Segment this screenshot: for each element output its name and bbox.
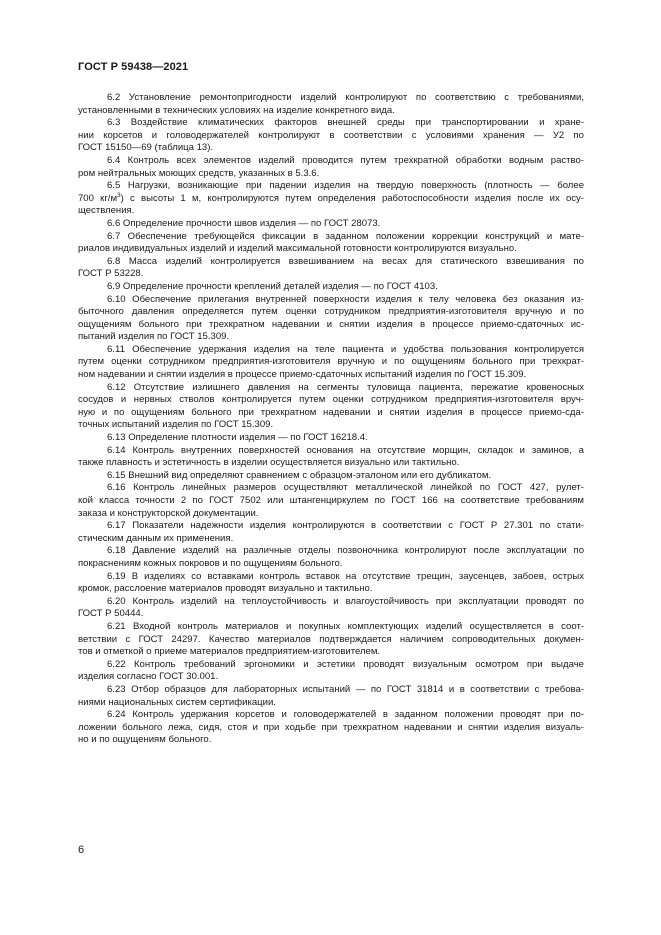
clause-line: ложении больного лежа, сидя, стоя и при ходьбе при трехкратном надевании и снятии изделия визуаль-	[78, 721, 584, 733]
clause-line: 6.7 Обеспечение требующейся фиксации в заданном положении коррекции конструкций и мате-	[107, 230, 584, 242]
clause-paragraph	[78, 155, 584, 180]
clause-paragraph	[78, 482, 584, 520]
clause-line: 6.22 Контроль требований эргономики и эстетики проводят визуальным осмотром при выдаче	[107, 658, 584, 670]
clause-paragraph	[78, 281, 584, 294]
clause-paragraph	[78, 621, 584, 659]
clause-line: 6.14 Контроль внутренних поверхностей основания на отсутствие морщин, складок и заминов, а	[107, 444, 584, 456]
clause-line: точных испытаний изделия по ГОСТ 15.309.	[78, 419, 274, 431]
clause-paragraph	[78, 92, 584, 117]
clause-line: 6.24 Контроль удержания корсетов и головодержателей в заданном положении проводят при по-	[107, 709, 584, 721]
clause-line: также плавность и эстетичность в изделии осуществляется визуально или тактильно.	[78, 457, 460, 469]
clause-paragraph	[78, 231, 584, 256]
clause-paragraph	[78, 470, 584, 483]
clause-paragraph	[78, 684, 584, 709]
clause-line: быточного давления определяется путем оценки сотрудником предприятия-изготовителя вручную и по	[78, 306, 584, 318]
clause-line: ниями национальных систем сертификации.	[78, 696, 276, 708]
clause-paragraph	[78, 432, 584, 445]
page-number: 6	[78, 844, 85, 856]
clause-line: ном надевании и снятии изделия в процессе приемо-сдаточных испытаний изделия по ГОСТ 15.309.	[78, 369, 527, 381]
clause-line: 6.10 Обеспечение прилегания внутренней поверхности изделия к телу человека без оказания из-	[107, 293, 584, 305]
clause-line: ГОСТ 15150—69 (таблица 13).	[78, 142, 214, 154]
clause-paragraph	[78, 180, 584, 218]
clause-line: ГОСТ Р 50444.	[78, 608, 144, 620]
clause-line: кой класса точности 2 по ГОСТ 7502 или штангенциркулем по ГОСТ 166 на соответствие требованиям	[78, 495, 584, 506]
document-header: ГОСТ Р 59438—2021	[78, 61, 189, 73]
clause-paragraph	[78, 709, 584, 747]
clause-paragraph	[78, 117, 584, 155]
clause-line: заказа и конструкторской документации.	[78, 507, 259, 519]
clause-line: ощущениям больного при трехкратном надевании и снятии изделия в процессе приемо-сдаточных ис-	[78, 318, 584, 330]
clause-line: 6.15 Внешний вид определяют сравнением с образцом-эталоном или его дубликатом.	[107, 469, 492, 481]
clause-line: путем оценки сотрудником предприятия-изготовителя вручную и по ощущениям больного при трехкрат-	[78, 356, 584, 368]
clause-line: 6.19 В изделиях со вставками контроль вставок на отсутствие трещин, заусенцев, забоев, острых	[107, 570, 584, 582]
clause-paragraph	[78, 659, 584, 684]
clause-line: 6.8 Масса изделий контролируется взвешиванием на весах для статического взвешивания по	[107, 255, 584, 267]
clause-line: 6.17 Показатели надежности изделия контролируются в соответствии с ГОСТ Р 27.301 по стати-	[107, 520, 584, 532]
clause-line: но и по ощущениям больного.	[78, 734, 212, 746]
clause-paragraph	[78, 294, 584, 344]
clause-line: 6.21 Входной контроль материалов и покупных комплектующих изделий осуществляется в соот-	[107, 620, 584, 632]
clause-line: 6.4 Контроль всех элементов изделий проводится путем трехкратной обработки водным раство-	[107, 154, 584, 166]
clause-line: риалов индивидуальных изделий и изделий максимальной готовности контролируются визуально.	[78, 243, 517, 255]
clause-line: покраснениям кожных покровов и по ощущениям больного.	[78, 557, 343, 569]
clause-paragraph	[78, 596, 584, 621]
clause-paragraph	[78, 382, 584, 432]
clause-paragraph	[78, 545, 584, 570]
clause-line: стическим данным их применения.	[78, 532, 234, 544]
clause-line: 6.20 Контроль изделий на теплоустойчивость и влагоустойчивость при эксплуатации проводят по	[107, 595, 584, 607]
clause-paragraph	[78, 571, 584, 596]
clause-line: пытаний изделия по ГОСТ 15.309.	[78, 331, 230, 343]
clause-line: 6.18 Давление изделий на различные отделы позвоночника контролируют после эксплуатации по	[107, 545, 584, 557]
clause-line: 6.5 Нагрузки, возникающие при падении изделия на твердую поверхность (плотность — более	[107, 180, 584, 192]
clause-line: 6.12 Отсутствие излишнего давления на сегменты туловища пациента, пережатие кровеносных	[107, 381, 584, 393]
clause-line: 6.3 Воздействие климатических факторов внешней среды при транспортировании и хране-	[107, 117, 584, 129]
clause-paragraph	[78, 256, 584, 281]
clause-paragraph	[78, 218, 584, 231]
clause-line: 6.13 Определение плотности изделия — по ГОСТ 16218.4.	[107, 432, 368, 444]
clause-line: ную и по ощущениям больного при трехкратном надевании и снятии изделия в процессе приемо-сда-	[78, 406, 584, 418]
clause-line: 6.2 Установление ремонтопригодности изделий контролируют по соответствию с требованиями,	[107, 92, 584, 103]
clause-line: ром нейтральных моющих средств, указанных в 5.3.6.	[78, 167, 320, 179]
clause-line: изделия согласно ГОСТ 30.001.	[78, 671, 219, 683]
clause-paragraph	[78, 445, 584, 470]
clause-line: 700 $кг/м^3$) с высоты 1 м, контролируются путем определения работоспособности изделия после их осу-	[78, 191, 584, 204]
clause-line: ГОСТ Р 53228.	[78, 268, 144, 280]
clause-line: ветствии с ГОСТ 24297. Качество материалов подтверждается наличием сопроводительных докумен-	[78, 633, 584, 645]
clause-line: сосудов и нервных стволов контролируется путем оценки сотрудником предприятия-изготовителя вруч-	[78, 394, 584, 406]
clause-line: ществления.	[78, 205, 135, 217]
clause-paragraph	[78, 344, 584, 382]
clause-line: нии корсетов и головодержателей контролируют в соответствии с условиями хранения — У2 по	[78, 129, 584, 141]
clause-line: кромок, расслоение материалов проводят визуально и тактильно.	[78, 583, 373, 595]
clause-line: 6.16 Контроль линейных размеров осуществляют металлической линейкой по ГОСТ 427, рулет-	[107, 482, 584, 494]
clause-line: 6.11 Обеспечение удержания изделия на теле пациента и удобства пользования контролируется	[107, 343, 584, 355]
clause-paragraph	[78, 520, 584, 545]
clause-line: тов и отметкой о приеме материалов предприятием-изготовителем.	[78, 646, 381, 658]
clause-line: 6.23 Отбор образцов для лабораторных испытаний — по ГОСТ 31814 и в соответствии с требова-	[107, 683, 584, 695]
clause-line: установленными в технических условиях на изделие конкретного вида.	[78, 104, 395, 116]
document-body	[78, 92, 584, 747]
clause-line: 6.9 Определение прочности креплений деталей изделия — по ГОСТ 4103.	[107, 280, 438, 292]
clause-line: 6.6 Определение прочности швов изделия — по ГОСТ 28073.	[107, 217, 381, 229]
